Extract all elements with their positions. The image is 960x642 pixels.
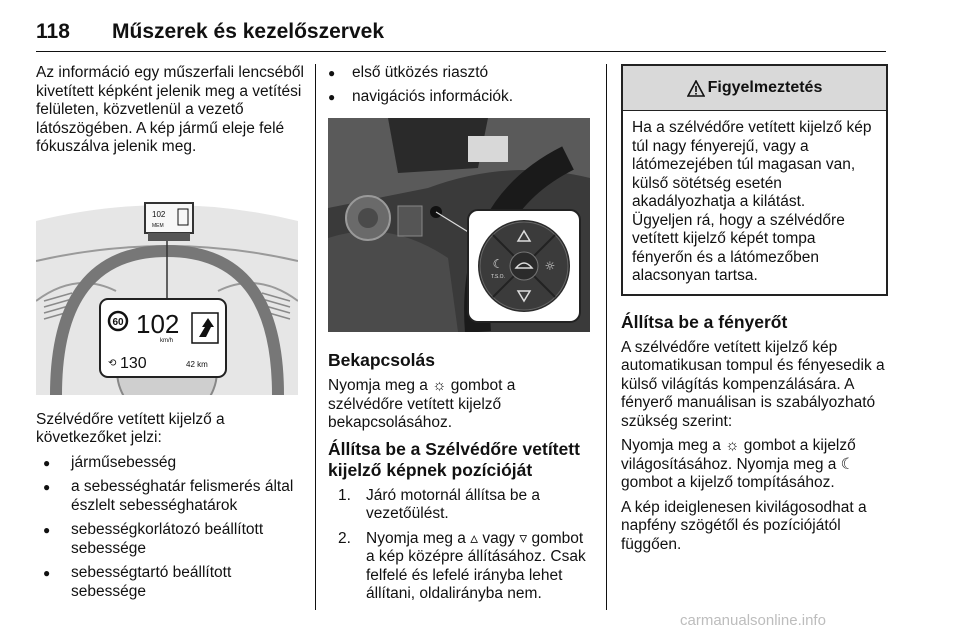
position-steps	[328, 487, 590, 604]
brightness-paragraph: A kép ideiglenesen kivilágosodhat a napfény szögétől és pozíciójától függően.	[621, 498, 867, 553]
lead-paragraph: Szélvédőre vetített kijelző a következőket jelzi:	[36, 410, 225, 446]
page-header	[36, 20, 886, 54]
step-number: 2.	[338, 529, 351, 547]
hud-dashboard-figure	[36, 181, 298, 395]
brightness-paragraph: Nyomja meg a ☼ gombot a kijelző világosításához. Nyomja meg a ☾ gombot a kijelző tompításához.	[621, 437, 856, 491]
header-rule	[36, 51, 886, 52]
step-text: Nyomja meg a ▵ vagy ▿ gombot a kép középre állításához. Csak felfelé és lefelé irányba lehet állítani, oldalirányba nem.	[366, 529, 586, 602]
warning-line: túl nagy fényerejű, vagy a	[632, 137, 809, 155]
section-heading-activation: Bekapcsolás	[328, 350, 436, 370]
control-illustration	[328, 118, 590, 332]
warning-icon	[687, 80, 705, 97]
list-item: ● első ütközés riasztó	[328, 64, 590, 83]
display-info-list	[36, 454, 304, 602]
section-heading-brightness: Állítsa be a fényerőt	[621, 311, 788, 332]
moon-sub-label: T.S.O.	[491, 274, 505, 280]
moon-icon: ☾	[492, 257, 504, 271]
warning-line: Ha a szélvédőre vetített kijelző kép	[632, 119, 872, 136]
section-heading-position: Állítsa be a Szélvédőre vetített kijelző képnek pozícióját	[328, 438, 580, 480]
warning-title: Figyelmeztetés	[707, 79, 823, 96]
hud-distance: 42 km	[186, 359, 208, 369]
display-info-list-cont	[328, 64, 590, 106]
intro-paragraph: Az információ egy műszerfali lencséből kivetített képként jelenik meg a vetítési felületen, közvetlenül a vezető látószögében. A kép jármű eleje felé fókuszálva jelenik meg.	[36, 64, 304, 155]
hud-speed: 102	[136, 308, 180, 339]
step-number: 1.	[338, 486, 351, 504]
page-number: 118	[36, 20, 70, 43]
warning-line: alacsonyan tartsa.	[632, 267, 758, 284]
mini-hud-label: MEM	[152, 222, 164, 229]
column-divider	[606, 64, 607, 610]
warning-line: látómezejében túl magasan van,	[632, 156, 856, 173]
list-item: ● járműsebesség	[36, 454, 304, 473]
hud-speed-unit: km/h	[160, 337, 174, 344]
step-item	[338, 530, 590, 604]
list-item: ● sebességkorlátozó beállított sebessége	[36, 521, 304, 558]
hud-cruise-speed: 130	[120, 354, 147, 372]
warning-box	[621, 64, 888, 296]
list-item: ● navigációs információk.	[328, 88, 590, 107]
hud-illustration	[36, 181, 298, 395]
warning-line: külső sötétség esetén	[632, 174, 782, 192]
column-divider	[315, 64, 316, 610]
cruise-icon: ⟲	[108, 357, 117, 369]
sun-icon: ☼	[544, 259, 556, 273]
mini-hud-speed: 102	[152, 209, 166, 219]
warning-body	[623, 111, 886, 294]
warning-header	[623, 66, 886, 111]
hud-control-figure	[328, 118, 590, 332]
list-item: ● a sebességhatár felismerés által észlelt sebességhatárok	[36, 478, 304, 515]
step-text: Járó motornál állítsa be a vezetőülést.	[366, 486, 541, 522]
warning-line: vetített kijelző képét tompa	[632, 230, 816, 247]
column-1	[36, 64, 304, 607]
list-item: ● sebességtartó beállított sebessége	[36, 564, 304, 601]
column-2	[328, 64, 590, 610]
step-item	[338, 487, 590, 524]
page-title: Műszerek és kezelőszervek	[112, 20, 385, 43]
column-3	[621, 64, 888, 560]
warning-line: fényerőn és a látómezőben	[632, 248, 819, 266]
activation-paragraph: Nyomja meg a ☼ gombot a szélvédőre vetített kijelző bekapcsolásához.	[328, 377, 516, 431]
brightness-paragraph: A szélvédőre vetített kijelző kép automatikusan tompul és fényesedik a külső világítás kompenzálására. A fényerő manuálisan is szabályozható szükség szerint:	[621, 338, 885, 430]
watermark: carmanualsonline.info	[680, 612, 826, 629]
hud-speed-limit: 60	[112, 316, 124, 328]
warning-line: akadályozhatja a kilátást.	[632, 193, 806, 210]
warning-line: Ügyeljen rá, hogy a szélvédőre	[632, 211, 845, 229]
